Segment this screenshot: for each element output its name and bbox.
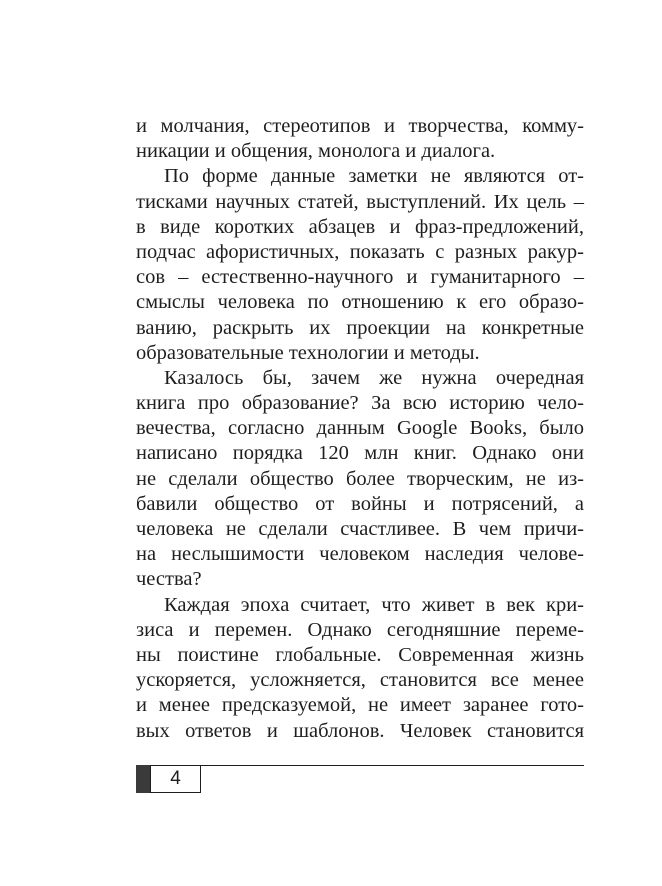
text-line: и менее предсказуемой, не имеет заранее гото- [136, 694, 584, 717]
text-line: чества? [136, 568, 202, 591]
footer-rule [200, 765, 584, 766]
text-line: в виде коротких абзацев и фраз-предложений, [136, 215, 584, 238]
text-line: написано порядка 120 млн книг. Однако они [136, 442, 584, 465]
text-line: на неслышимости человеком наследия челове- [136, 543, 584, 566]
page-footer [136, 765, 584, 793]
text-line: вых ответов и шаблонов. Человек становится [136, 719, 584, 742]
text-line: ны поистине глобальные. Современная жизнь [136, 643, 584, 666]
text-line: ускоряется, усложняется, становится все менее [136, 669, 584, 692]
text-line: образовательные технологии и методы. [136, 341, 480, 364]
text-line: подчас афористичных, показать с разных ракур- [136, 240, 584, 263]
paragraph-first-line: По форме данные заметки не являются от- [164, 165, 584, 188]
text-line: зиса и перемен. Однако сегодняшние переме- [136, 618, 584, 641]
text-line: и молчания, стереотипов и творчества, комму- [136, 115, 584, 137]
text-line: бавили общество от войны и потрясений, а [136, 492, 584, 515]
text-line: не сделали общество более творческим, не из- [136, 467, 584, 490]
page-number: 4 [150, 765, 201, 793]
text-line: вечества, согласно данным Google Books, было [136, 417, 584, 440]
text-line: книга про образование? За всю историю чело- [136, 392, 584, 415]
text-line: сов – естественно-научного и гуманитарного – [136, 266, 584, 289]
footer-marker [136, 765, 150, 793]
paragraph-first-line: Казалось бы, зачем же нужна очередная [164, 366, 584, 389]
paragraph-first-line: Каждая эпоха считает, что живет в век кри- [164, 593, 584, 616]
text-line: человека не сделали счастливее. В чем причи- [136, 518, 584, 540]
text-line: никации и общения, монолога и диалога. [136, 140, 496, 163]
text-line: тисками научных статей, выступлений. Их цель – [136, 190, 584, 213]
body-text [136, 114, 584, 744]
text-line: смыслы человека по отношению к его образо- [136, 291, 584, 314]
text-line: ванию, раскрыть их проекции на конкретные [136, 316, 584, 339]
